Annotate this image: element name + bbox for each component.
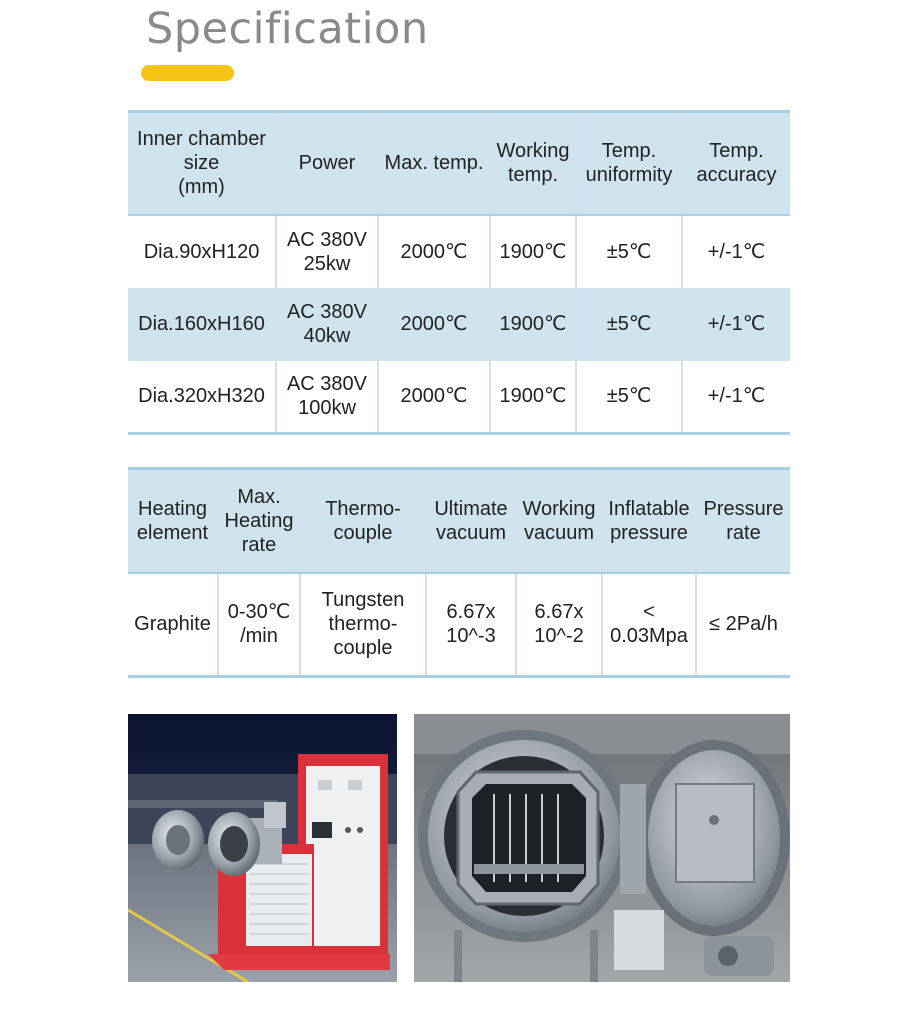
table-cell: 2000℃ xyxy=(378,288,490,361)
table-cell: 2000℃ xyxy=(378,361,490,434)
header-cell: Thermo- couple xyxy=(300,469,426,573)
table-cell: Dia.320xH320 xyxy=(128,361,276,434)
table-cell: 1900℃ xyxy=(490,215,576,288)
header-cell: Working temp. xyxy=(490,112,576,215)
header-cell: Temp. uniformity xyxy=(576,112,682,215)
table-row xyxy=(128,573,790,677)
spec-table-2-header xyxy=(128,469,790,573)
table-cell: 1900℃ xyxy=(490,361,576,434)
table-row xyxy=(128,288,790,361)
title-accent-bar xyxy=(141,65,234,81)
table-cell: Dia.160xH160 xyxy=(128,288,276,361)
table-cell: 0-30℃ /min xyxy=(218,573,300,677)
table-cell: Graphite xyxy=(128,573,218,677)
table-cell: 1900℃ xyxy=(490,288,576,361)
table-row xyxy=(128,215,790,288)
table-cell: 2000℃ xyxy=(378,215,490,288)
header-cell: Temp. accuracy xyxy=(682,112,790,215)
table-cell: AC 380V 40kw xyxy=(276,288,378,361)
spec-table-1-header xyxy=(128,112,790,215)
table-cell: AC 380V 25kw xyxy=(276,215,378,288)
table-cell: ±5℃ xyxy=(576,215,682,288)
header-cell: Max. Heating rate xyxy=(218,469,300,573)
header-cell: Pressure rate xyxy=(696,469,790,573)
product-photo-furnace-exterior xyxy=(128,714,397,982)
table-cell: 6.67x 10^-3 xyxy=(426,573,516,677)
table-cell: +/-1℃ xyxy=(682,361,790,434)
table-cell: ±5℃ xyxy=(576,288,682,361)
table-cell: +/-1℃ xyxy=(682,215,790,288)
table-cell: +/-1℃ xyxy=(682,288,790,361)
table-cell: Tungsten thermo- couple xyxy=(300,573,426,677)
header-cell: Max. temp. xyxy=(378,112,490,215)
header-cell: Power xyxy=(276,112,378,215)
furnace-chamber-illustration xyxy=(414,714,790,982)
header-cell: Heating element xyxy=(128,469,218,573)
header-cell: Inflatable pressure xyxy=(602,469,696,573)
table-cell: ≤ 2Pa/h xyxy=(696,573,790,677)
table-cell: < 0.03Mpa xyxy=(602,573,696,677)
spec-table-1 xyxy=(128,110,790,435)
table-cell: Dia.90xH120 xyxy=(128,215,276,288)
header-cell: Ultimate vacuum xyxy=(426,469,516,573)
table-cell: ±5℃ xyxy=(576,361,682,434)
header-cell: Inner chamber size (mm) xyxy=(128,112,276,215)
product-photo-furnace-chamber-open xyxy=(414,714,790,982)
header-cell: Working vacuum xyxy=(516,469,602,573)
spec-table-2 xyxy=(128,467,790,678)
table-cell: AC 380V 100kw xyxy=(276,361,378,434)
table-row xyxy=(128,361,790,434)
furnace-exterior-illustration xyxy=(128,714,397,982)
table-cell: 6.67x 10^-2 xyxy=(516,573,602,677)
page-title: Specification xyxy=(146,4,429,54)
